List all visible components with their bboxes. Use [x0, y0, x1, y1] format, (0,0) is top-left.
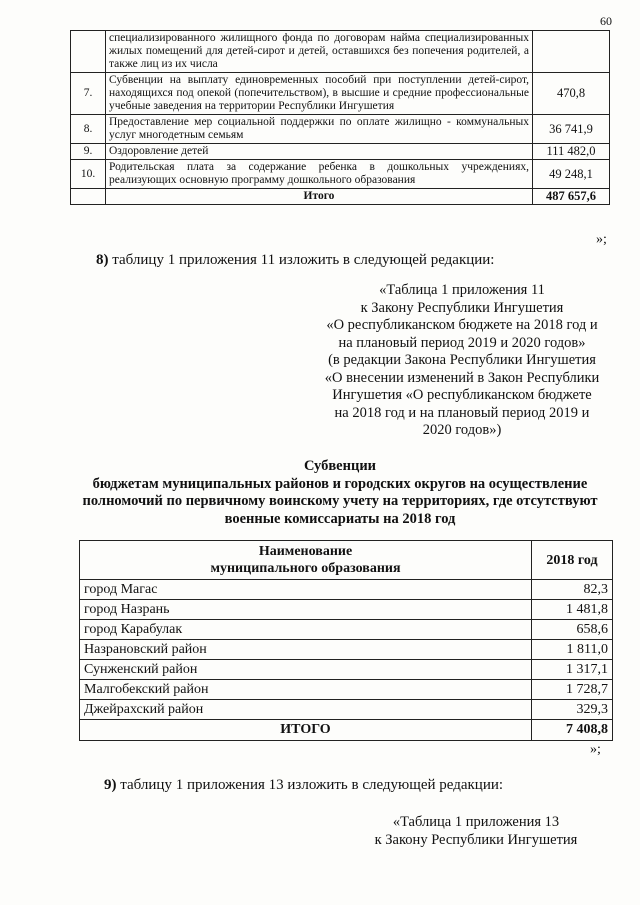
- caption-line: «Таблица 1 приложения 13: [392, 814, 560, 830]
- table-row: [80, 700, 613, 720]
- table-row: [80, 640, 613, 660]
- caption-line: «О внесении изменений в Закон Республики: [324, 369, 600, 386]
- table-row: [80, 600, 613, 620]
- row-number: 7.: [71, 73, 106, 115]
- paragraph-9: [104, 777, 503, 794]
- table-row: [71, 160, 610, 189]
- table-social-subventions: [70, 30, 610, 205]
- municipality-name: город Магас: [80, 580, 532, 600]
- table-caption: [310, 282, 614, 440]
- caption-line: Ингушетия «О республиканском бюджете: [332, 387, 592, 403]
- municipality-value: 1 481,8: [532, 600, 613, 620]
- row-value: 470,8: [533, 73, 610, 115]
- heading-line: бюджетам муниципальных районов и городских округов на осуществление: [92, 475, 588, 492]
- row-number: 10.: [71, 160, 106, 189]
- column-header-name: [80, 541, 532, 580]
- municipality-name: Назрановский район: [80, 640, 532, 660]
- paragraph-8: [96, 252, 494, 269]
- column-header-year: 2018 год: [532, 541, 613, 580]
- row-number: [71, 31, 106, 73]
- table-military-subventions: [79, 540, 613, 741]
- total-value: 487 657,6: [533, 189, 610, 205]
- municipality-value: 1 317,1: [532, 660, 613, 680]
- row-description: Родительская плата за содержание ребенка в дошкольных учреждениях, реализующих основную программу дошкольного образования: [106, 160, 533, 189]
- row-value: 49 248,1: [533, 160, 610, 189]
- table-row: [80, 660, 613, 680]
- row-value: [533, 31, 610, 73]
- paragraph-number: 9): [104, 777, 117, 793]
- caption-line: к Закону Республики Ингушетия: [374, 831, 578, 848]
- municipality-name: город Назрань: [80, 600, 532, 620]
- table-total-row: [71, 189, 610, 205]
- caption-line: 2020 годов»): [422, 422, 502, 438]
- closing-quote: »;: [596, 232, 607, 247]
- caption-line: к Закону Республики Ингушетия: [360, 299, 564, 316]
- row-number: 9.: [71, 144, 106, 160]
- municipality-value: 82,3: [532, 580, 613, 600]
- total-value: 7 408,8: [532, 720, 613, 741]
- row-description: Предоставление мер социальной поддержки по оплате жилищно - коммунальных услуг многодетным семьям: [106, 115, 533, 144]
- municipality-value: 1 811,0: [532, 640, 613, 660]
- row-value: 111 482,0: [533, 144, 610, 160]
- table-row: [80, 680, 613, 700]
- row-description: Оздоровление детей: [106, 144, 533, 160]
- header-line: муниципального образования: [210, 561, 401, 576]
- table-row: [71, 115, 610, 144]
- heading-line: военные комиссариаты на 2018 год: [224, 510, 456, 527]
- municipality-value: 329,3: [532, 700, 613, 720]
- table-row: [80, 580, 613, 600]
- paragraph-text: таблицу 1 приложения 11 изложить в следующей редакции:: [108, 252, 495, 268]
- page-number: 60: [600, 14, 612, 28]
- municipality-value: 658,6: [532, 620, 613, 640]
- table-caption: [366, 814, 586, 849]
- paragraph-number: 8): [96, 252, 109, 268]
- table-header-row: [80, 541, 613, 580]
- municipality-value: 1 728,7: [532, 680, 613, 700]
- caption-line: «О республиканском бюджете на 2018 год и: [326, 317, 598, 333]
- row-description: специализированного жилищного фонда по договорам найма специализированных жилых помещений для детей-сирот и детей, оставшихся без попечения родителей, а также лиц из их числа: [106, 31, 533, 73]
- caption-line: на 2018 год и на плановый период 2019 и: [334, 404, 590, 421]
- section-heading: [40, 458, 640, 528]
- heading-line: Субвенции: [303, 458, 377, 474]
- caption-line: «Таблица 1 приложения 11: [379, 282, 545, 298]
- row-number: 8.: [71, 115, 106, 144]
- heading-line: полномочий по первичному воинскому учету на территориях, где отсутствуют: [82, 493, 598, 509]
- table-row: [71, 73, 610, 115]
- municipality-name: город Карабулак: [80, 620, 532, 640]
- row-description: Субвенции на выплату единовременных пособий при поступлении детей-сирот, находящихся под опекой (попечительством), в высшие и средние профессиональные учебные заведения на территории Республики Ингушетия: [106, 73, 533, 115]
- table-total-row: [80, 720, 613, 741]
- total-label: ИТОГО: [80, 720, 532, 741]
- municipality-name: Джейрахский район: [80, 700, 532, 720]
- row-value: 36 741,9: [533, 115, 610, 144]
- total-label: Итого: [106, 189, 533, 205]
- closing-quote: »;: [590, 742, 601, 757]
- empty-cell: [71, 189, 106, 205]
- table-row: [71, 31, 610, 73]
- caption-line: на плановый период 2019 и 2020 годов»: [338, 334, 586, 351]
- table-row: [71, 144, 610, 160]
- municipality-name: Малгобекский район: [80, 680, 532, 700]
- paragraph-text: таблицу 1 приложения 13 изложить в следующей редакции:: [116, 777, 504, 793]
- municipality-name: Сунженский район: [80, 660, 532, 680]
- table-row: [80, 620, 613, 640]
- caption-line: (в редакции Закона Республики Ингушетия: [328, 352, 596, 368]
- header-line: Наименование: [258, 544, 353, 559]
